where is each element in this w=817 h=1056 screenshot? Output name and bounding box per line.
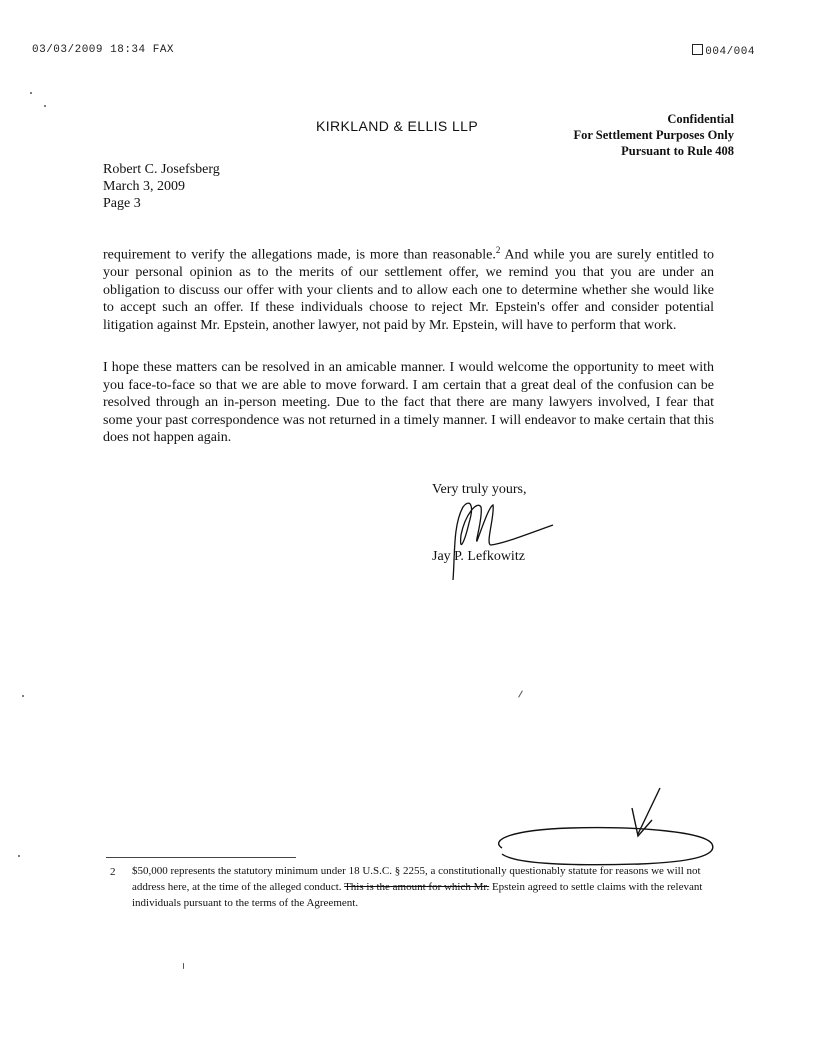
- handwritten-signature: [425, 495, 565, 585]
- addressee-name: Robert C. Josefsberg: [103, 162, 220, 177]
- footnote-ref: 2: [495, 245, 501, 255]
- fax-icon: [692, 44, 703, 55]
- fax-header-right: [692, 44, 755, 58]
- arrow-shaft: [638, 788, 660, 834]
- scan-speck: [30, 92, 32, 94]
- handwritten-annotation: [490, 780, 720, 880]
- fax-page-count: 004/004: [705, 46, 755, 58]
- p1-text-end: And while you are surely entitled to your personal opinion as to the merits of our settlement offer, we remind you that you are under an obligation to discuss our offer with your clients and to allow each one to determine whether she would like to accept such an offer. If these individuals choose to reject Mr. Epstein's offer and consider potential litigation against Mr. Epstein, another lawyer, not paid by Mr. Epstein, will have to perform that work.: [103, 247, 714, 333]
- footnote-divider: [106, 857, 296, 858]
- scan-speck: [18, 855, 20, 857]
- footnote-number: 2: [110, 866, 116, 878]
- scan-speck: [22, 695, 24, 697]
- body-paragraph-2: I hope these matters can be resolved in an amicable manner. I would welcome the opportunity to meet with you face-to-face so that we are able to move forward. I am certain that a great deal of the confusion can be resolved through an in-person meeting. Due to the fact that there are many lawyers involved, I fear that some your past correspondence was not returned in a timely manner. I will endeavor to make certain that this does not happen again.: [103, 360, 714, 445]
- addressee-block: [103, 161, 220, 212]
- firm-name: KIRKLAND & ELLIS LLP: [316, 118, 479, 134]
- confidential-line: Pursuant to Rule 408: [621, 144, 734, 158]
- footnote-text-end: Epstein agreed to settle claims with the relevant individuals pursuant to the terms of the Agreement.: [132, 881, 703, 909]
- closing-salutation: Very truly yours,: [432, 482, 527, 497]
- body-paragraph-1: [103, 242, 714, 334]
- confidential-line: Confidential: [667, 112, 734, 126]
- fax-header-left: 03/03/2009 18:34 FAX: [32, 44, 175, 56]
- p1-text-start: requirement to verify the allegations made, is more than reasonable.: [103, 247, 496, 263]
- circle-mark: [499, 828, 713, 865]
- letter-date: March 3, 2009: [103, 179, 186, 194]
- footnote-struck-text: This is the amount for which Mr.: [344, 881, 490, 893]
- signer-name: Jay P. Lefkowitz: [432, 549, 525, 564]
- confidential-line: For Settlement Purposes Only: [573, 128, 734, 142]
- scan-speck: [183, 963, 184, 969]
- confidential-notice: [573, 111, 734, 159]
- page-number: Page 3: [103, 196, 141, 211]
- scan-speck: [44, 105, 46, 107]
- footnote-text-start: $50,000 represents the statutory minimum under 18 U.S.C. § 2255, a constitutionally questionably statute for reasons we will not address here, at the time of the alleged conduct.: [132, 865, 701, 893]
- scan-speck: [518, 690, 523, 697]
